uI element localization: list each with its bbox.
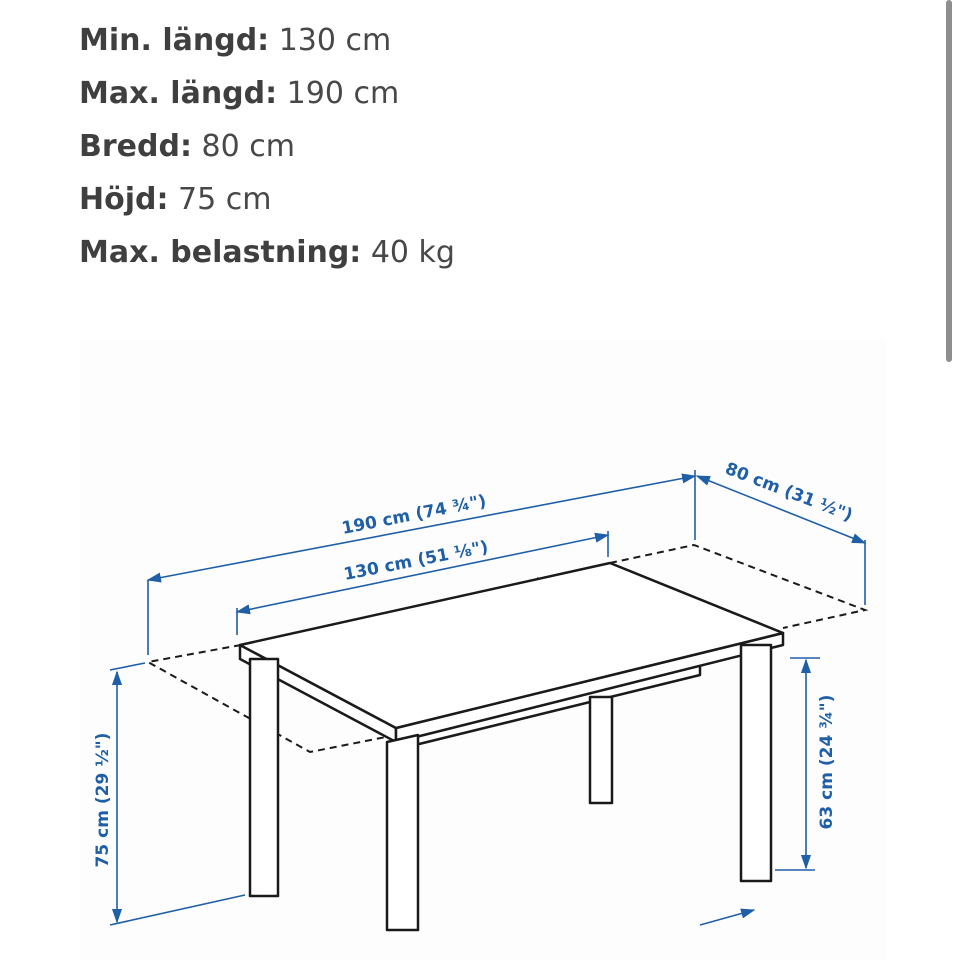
spec-label: Max. längd: <box>79 76 278 111</box>
spec-label: Max. belastning: <box>79 235 362 270</box>
extension-line <box>110 663 145 670</box>
spec-label: Min. längd: <box>79 23 270 58</box>
table-leg-front-right <box>387 735 418 930</box>
label-height: 75 cm (29 ½") <box>93 732 113 868</box>
spec-value: 80 cm <box>191 129 295 164</box>
table-leg-front-left <box>250 659 278 896</box>
label-max-length: 190 cm (74 ¾") <box>340 491 488 539</box>
label-min-length: 130 cm (51 ⅛") <box>342 537 490 585</box>
label-leg-height: 63 cm (24 ¾") <box>817 694 837 830</box>
spec-value: 130 cm <box>269 23 392 58</box>
spec-value: 190 cm <box>277 76 400 111</box>
table-leg-back-right <box>741 645 771 881</box>
spec-value: 75 cm <box>168 182 272 217</box>
dimension-line-partial <box>700 910 754 925</box>
spec-label: Bredd: <box>79 129 192 164</box>
table-illustration <box>240 563 783 930</box>
extension-line <box>110 895 245 925</box>
spec-value: 40 kg <box>361 235 455 270</box>
table-leg-back-left <box>590 697 612 803</box>
spec-label: Höjd: <box>79 182 169 217</box>
label-width: 80 cm (31 ½") <box>722 458 856 526</box>
